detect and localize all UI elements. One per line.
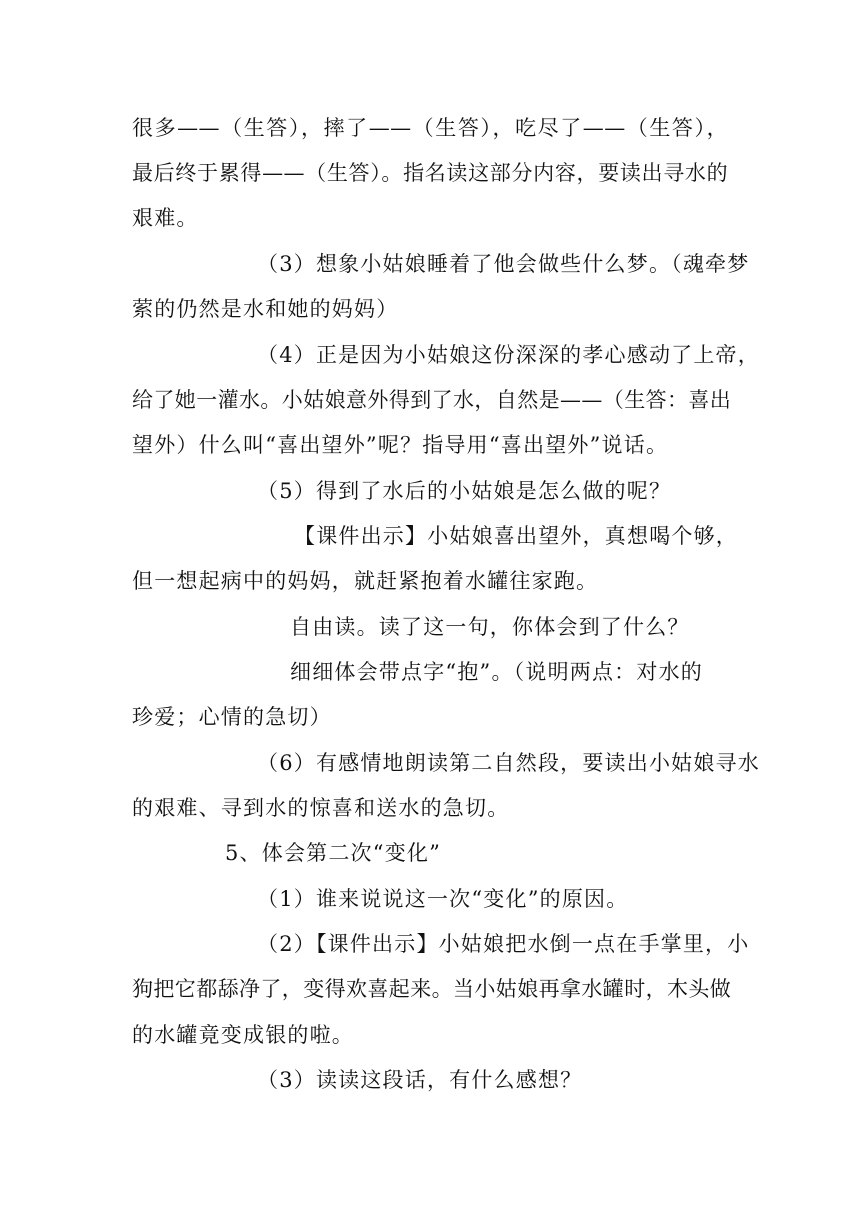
text-line-22: （3）读读这段话，有什么感想？ — [257, 1068, 583, 1092]
text-line-15: （6）有感情地朗读第二自然段，要读出小姑娘寻水 — [257, 751, 760, 775]
text-line-13: 细细体会带点字“抱”。（说明两点：对水的 — [290, 660, 703, 684]
text-line-2: 最后终于累得——（生答）。指名读这部分内容，要读出寻水的 — [132, 161, 728, 185]
text-line-9: （5）得到了水后的小姑娘是怎么做的呢？ — [257, 479, 672, 503]
text-line-14: 珍爱；心情的急切） — [132, 705, 332, 729]
text-line-10: 【课件出示】小姑娘喜出望外，真想喝个够， — [294, 524, 738, 548]
text-line-3: 艰难。 — [132, 206, 199, 230]
text-line-8: 望外）什么叫“喜出望外”呢？指导用“喜出望外”说话。 — [132, 433, 669, 457]
text-line-19: （2）【课件出示】小姑娘把水倒一点在手掌里，小 — [257, 932, 750, 956]
text-line-6: （4）正是因为小姑娘这份深深的孝心感动了上帝， — [257, 343, 760, 367]
text-line-16: 的艰难、寻到水的惊喜和送水的急切。 — [132, 796, 510, 820]
text-line-18: （1）谁来说说这一次“变化”的原因。 — [257, 887, 629, 911]
text-line-1: 很多——（生答），摔了——（生答），吃尽了——（生答）， — [132, 116, 728, 140]
text-line-20: 狗把它都舔净了，变得欢喜起来。当小姑娘再拿水罐时，木头做 — [132, 977, 732, 1001]
text-line-21: 的水罐竟变成银的啦。 — [132, 1023, 354, 1047]
text-line-12: 自由读。读了这一句，你体会到了什么？ — [290, 615, 690, 639]
text-line-7: 给了她一灌水。小姑娘意外得到了水，自然是——（生答：喜出 — [132, 388, 732, 412]
section-heading: 5、体会第二次“变化” — [225, 841, 442, 865]
text-line-4: （3）想象小姑娘睡着了他会做些什么梦。（魂牵梦 — [257, 252, 750, 276]
text-line-5: 萦的仍然是水和她的妈妈） — [132, 297, 399, 321]
text-line-11: 但一想起病中的妈妈，就赶紧抱着水罐往家跑。 — [132, 569, 599, 593]
